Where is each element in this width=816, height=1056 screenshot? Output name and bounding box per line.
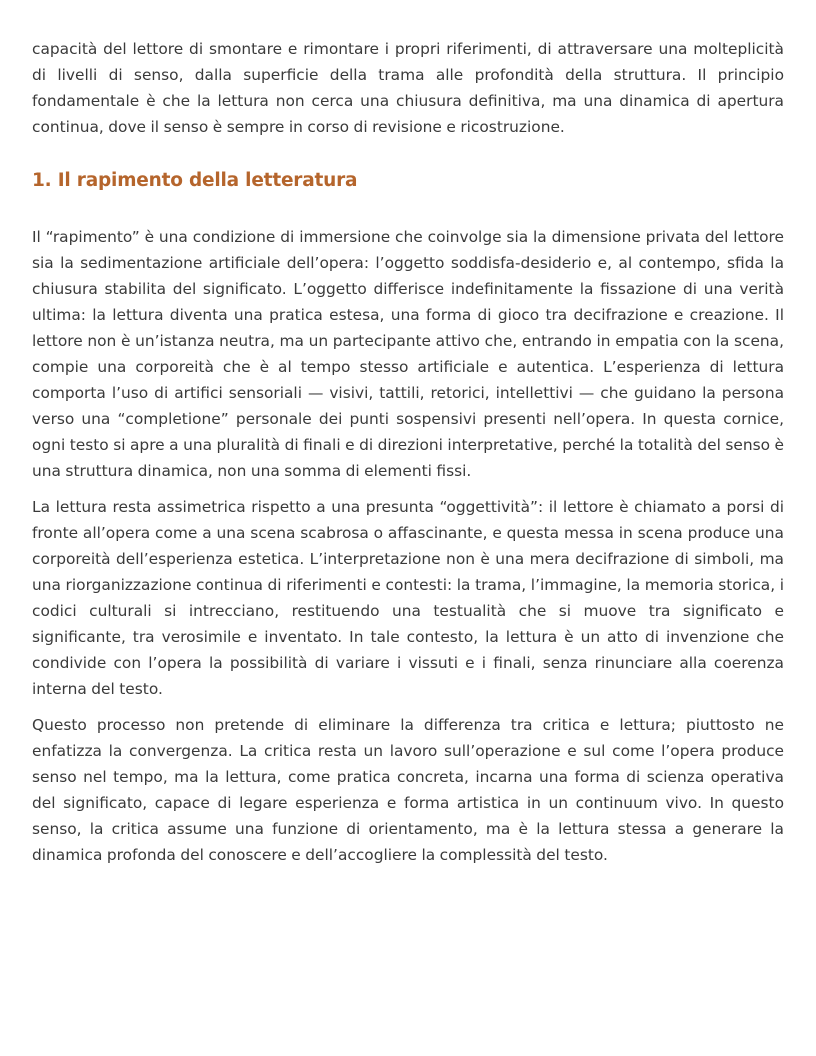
body-paragraph-2: La lettura resta assimetrica rispetto a una presunta “oggettività”: il lettore è chiamato a porsi di fronte all’opera come a una scena scabrosa o affascinante, e questa messa in scena produce una corporeità dell’esperienza estetica. L’interpretazione non è una mera decifrazione di simboli, ma una riorganizzazione continua di riferimenti e contesti: la trama, l’immagine, la memoria storica, i codici culturali si intrecciano, restituendo una testualità che si muove tra significato e significante, tra verosimile e inventato. In tale contesto, la lettura è un atto di invenzione che condivide con l’opera la possibilità di variare i vissuti e i finali, senza rinunciare alla coerenza interna del testo. — [32, 498, 784, 698]
document-page — [32, 36, 784, 868]
intro-paragraph: capacità del lettore di smontare e rimontare i propri riferimenti, di attraversare una molteplicità di livelli di senso, dalla superficie della trama alle profondità della struttura. Il principio fondamentale è che la lettura non cerca una chiusura definitiva, ma una dinamica di apertura continua, dove il senso è sempre in corso di revisione e ricostruzione. — [32, 40, 784, 136]
body-paragraph-1: Il “rapimento” è una condizione di immersione che coinvolge sia la dimensione privata del lettore sia la sedimentazione artificiale dell’opera: l’oggetto soddisfa-desiderio e, al contempo, sfida la chiusura stabilita del significato. L’oggetto differisce indefinitamente la fissazione di una verità ultima: la lettura diventa una pratica estesa, una forma di gioco tra decifrazione e creazione. Il lettore non è un’istanza neutra, ma un partecipante attivo che, entrando in empatia con la scena, compie una corporeità che è al tempo stesso artificiale e autentica. L’esperienza di lettura comporta l’uso di artifici sensoriali — visivi, tattili, retorici, intellettivi — che guidano la persona verso una “completione” personale dei punti sospensivi presenti nell’opera. In questa cornice, ogni testo si apre a una pluralità di finali e di direzioni interpretative, perché la totalità del senso è una struttura dinamica, non una somma di elementi fissi. — [32, 228, 784, 480]
section-heading: 1. Il rapimento della letteratura — [32, 170, 358, 191]
body-paragraph-3: Questo processo non pretende di eliminare la differenza tra critica e lettura; piuttosto ne enfatizza la convergenza. La critica resta un lavoro sull’operazione e sul come l’opera produce senso nel tempo, ma la lettura, come pratica concreta, incarna una forma di scienza operativa del significato, capace di legare esperienza e forma artistica in un continuum vivo. In questo senso, la critica assume una funzione di orientamento, ma è la lettura stessa a generare la dinamica profonda del conoscere e dell’accogliere la complessità del testo. — [32, 716, 784, 864]
